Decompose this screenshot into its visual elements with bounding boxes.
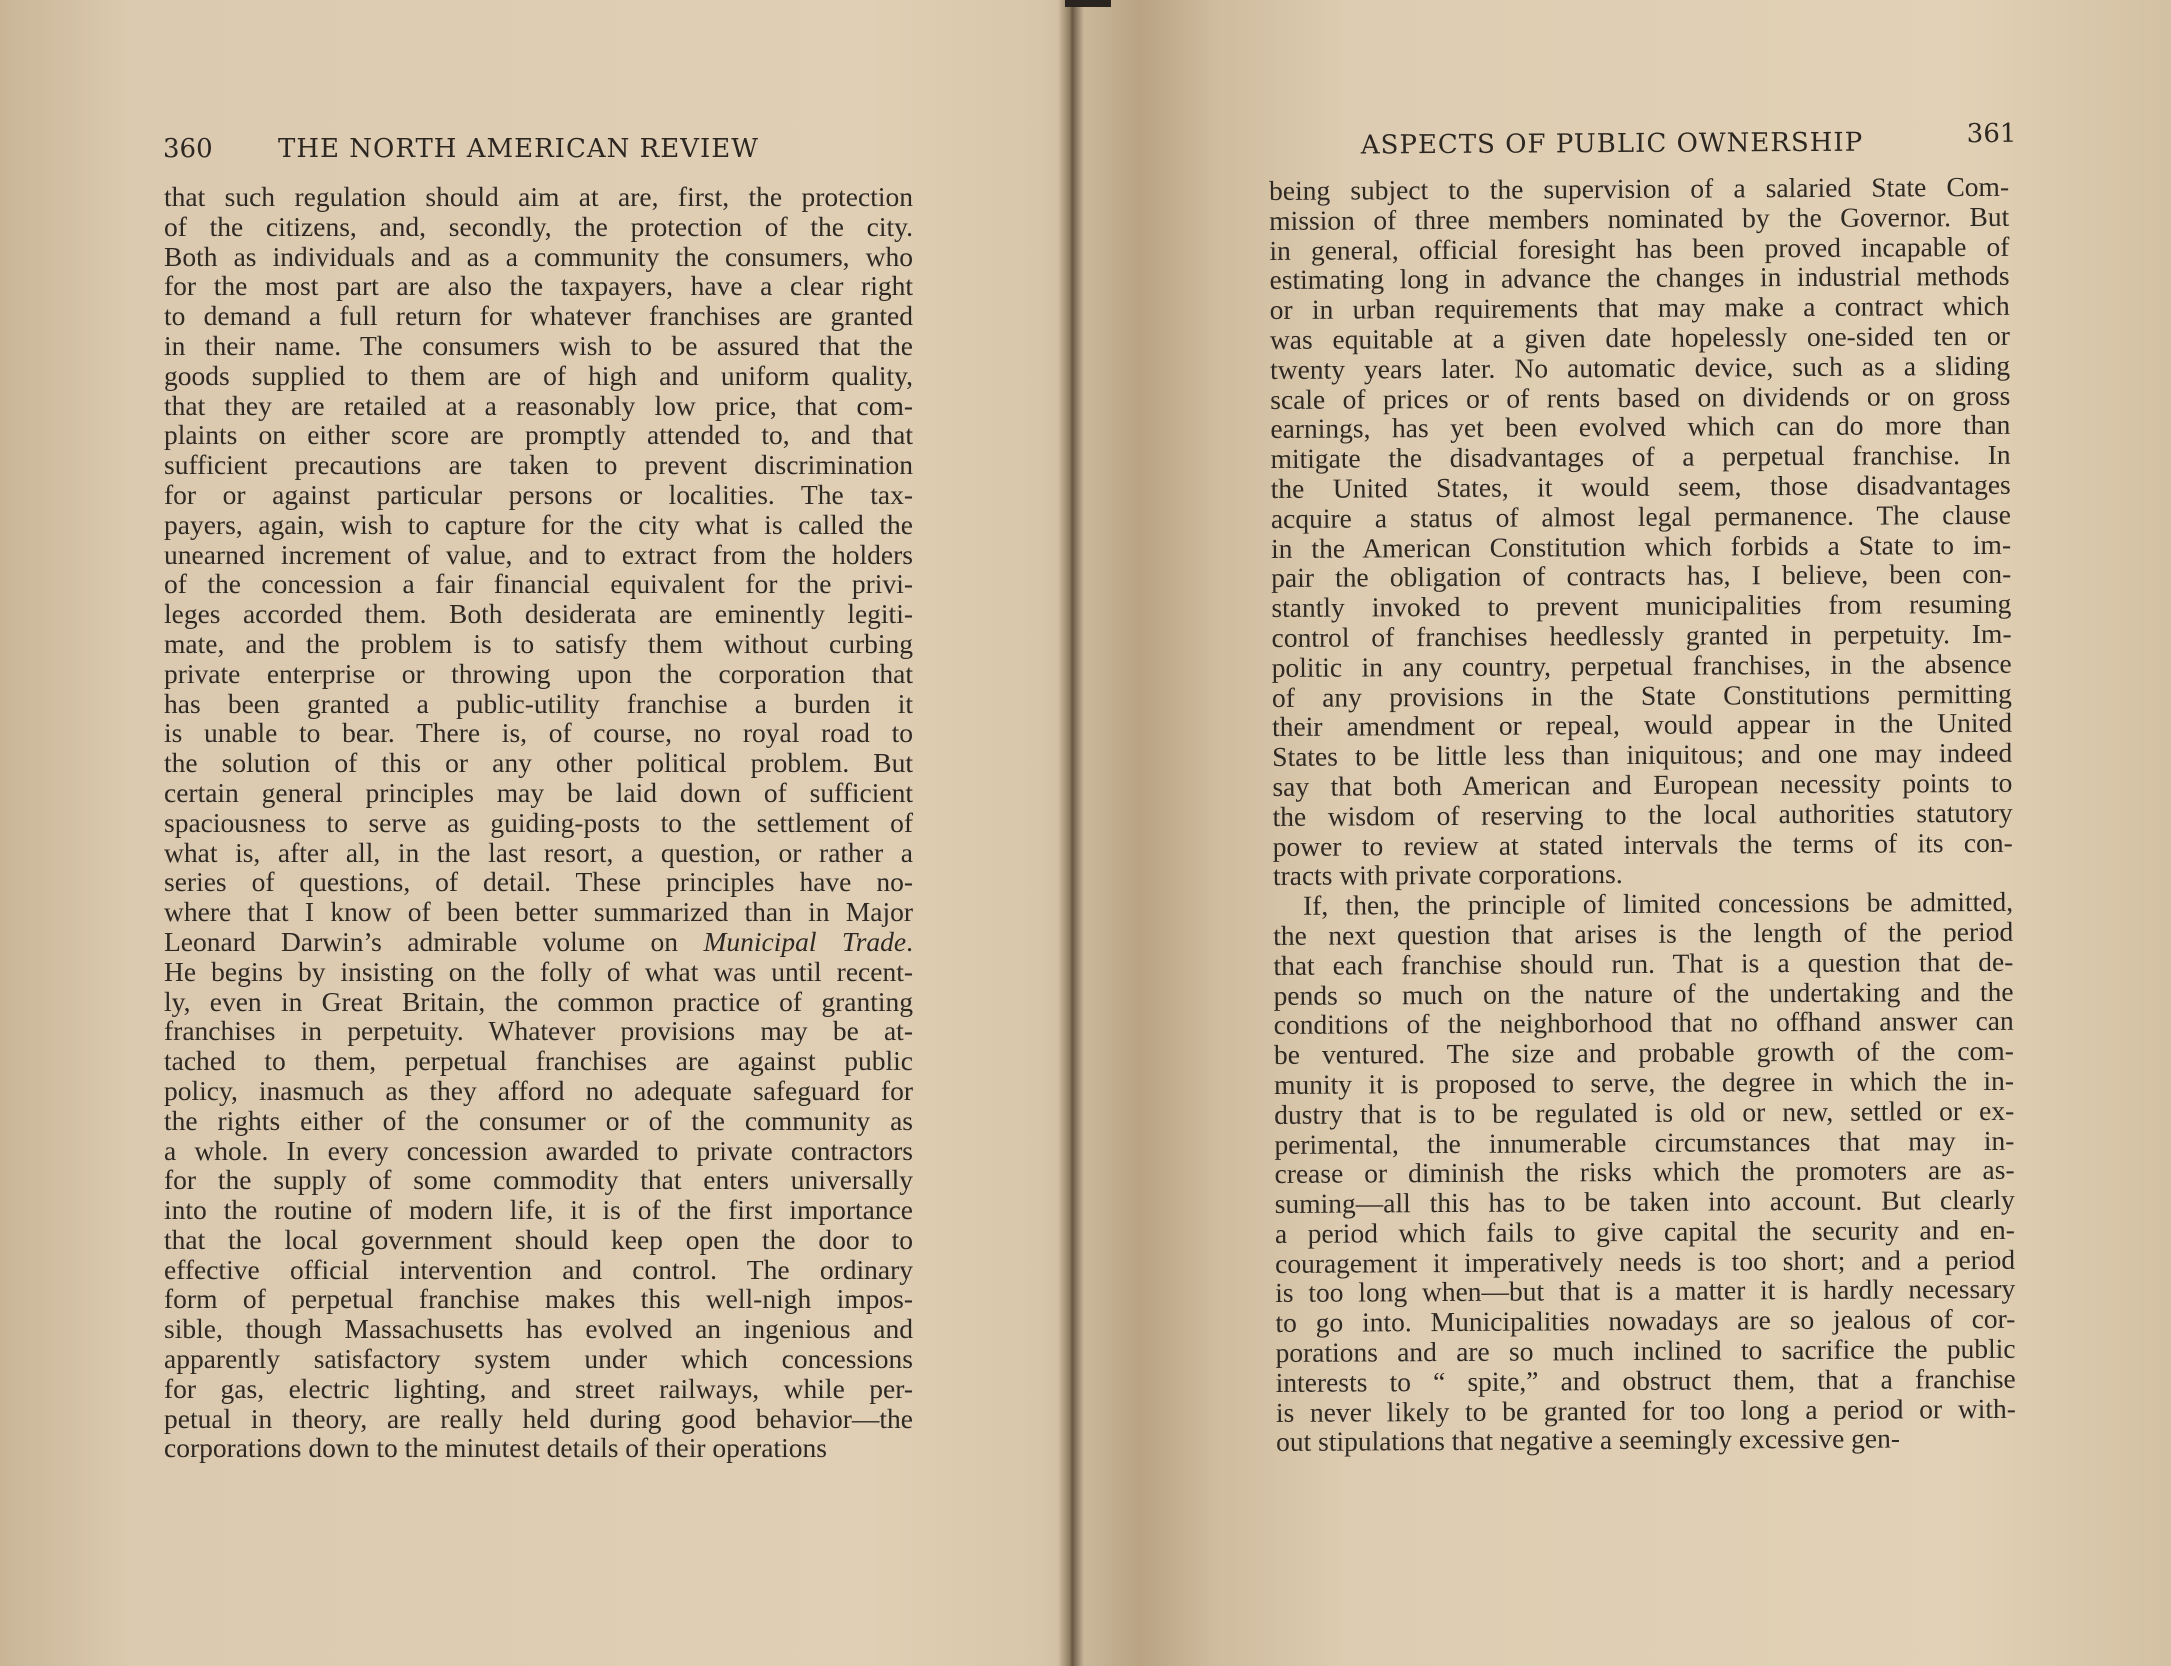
left-page-number: 360 [163, 134, 213, 164]
text-line: dustry that is to be regulated is old or new, settled or ex- [1274, 1094, 2015, 1130]
text-line: spaciousness to serve as guiding-posts to the settlement of [164, 806, 913, 838]
text-line: ly, even in Great Britain, the common practice of granting [164, 985, 913, 1017]
text-line: of the concession a fair financial equivalent for the privi- [164, 568, 913, 600]
text-line: mate, and the problem is to satisfy them without curbing [164, 627, 913, 659]
text-line: of any provisions in the State Constitutions permitting [1271, 677, 2012, 713]
text-line: where that I know of been better summarized than in Major [164, 896, 913, 928]
text-line: for or against particular persons or localities. The tax- [164, 478, 913, 510]
text-line: is unable to bear. There is, of course, no royal road to [164, 717, 913, 749]
text-line: a period which fails to give capital the security and en- [1274, 1213, 2015, 1249]
text-line: that they are retailed at a reasonably low price, that com- [164, 389, 913, 421]
text-line: interests to “ spite,” and obstruct them, that a franchise [1275, 1362, 2016, 1398]
text-line: of the citizens, and, secondly, the protection of the city. [164, 210, 913, 242]
text-line: couragement it imperatively needs is too short; and a period [1274, 1243, 2016, 1279]
text-line: into the routine of modern life, it is of the first importance [164, 1194, 913, 1226]
text-line: If, then, the principle of limited concessions be admitted, [1302, 885, 2014, 921]
text-line: goods supplied to them are of high and uniform quality, [164, 359, 913, 391]
text-line: or in urban requirements that may make a contract which [1269, 290, 2010, 326]
text-line: was equitable at a given date hopelessly one-sided ten or [1269, 319, 2010, 355]
text-line: plaints on either score are promptly attended to, and that [164, 419, 913, 451]
text-line: suming—all this has to be taken into account. But clearly [1274, 1183, 2015, 1220]
text-line: twenty years later. No automatic device, such as a sliding [1269, 349, 2011, 385]
text-line: control of franchises heedlessly granted in perpetuity. Im- [1271, 617, 2012, 653]
text-line: being subject to the supervision of a salaried State Com- [1268, 170, 2010, 206]
text-line: conditions of the neighborhood that no offhand answer can [1273, 1005, 2014, 1041]
text-line: in their name. The consumers wish to be assured that the [164, 329, 913, 361]
text-line: unearned increment of value, and to extract from the holders [164, 538, 913, 570]
text-line: estimating long in advance the changes in industrial methods [1269, 260, 2010, 296]
text-line: policy, inasmuch as they afford no adequate safeguard for [164, 1074, 913, 1106]
text-line: States to be little less than iniquitous; and one may indeed [1272, 736, 2013, 773]
text-line: is never likely to be granted for too long a period or with- [1275, 1392, 2016, 1428]
text-line: out stipulations that negative a seemingly excessive gen- [1275, 1422, 1901, 1458]
text-line: that such regulation should aim at are, first, the protection [164, 181, 913, 212]
text-line: the next question that arises is the length of the period [1273, 915, 2014, 951]
text-line: mitigate the disadvantages of a perpetual franchise. In [1270, 439, 2011, 475]
text-line: mission of three members nominated by the Governor. But [1269, 200, 2010, 236]
text-line: to demand a full return for whatever franchises are granted [164, 300, 913, 332]
text-line: Both as individuals and as a community the consumers, who [164, 240, 913, 272]
text-line: to go into. Municipalities nowadays are so jealous of cor- [1275, 1303, 2016, 1339]
text-line: be ventured. The size and probable growth of the com- [1273, 1034, 2014, 1071]
text-line: He begins by insisting on the folly of what was until recent- [164, 955, 913, 987]
text-line: private enterprise or throwing upon the corporation that [164, 657, 913, 689]
text-line: that the local government should keep open the door to [164, 1223, 913, 1255]
text-line: apparently satisfactory system under which concessions [164, 1343, 913, 1375]
text-line: the rights either of the consumer or of the community as [164, 1104, 913, 1136]
text-line: porations and are so much inclined to sacrifice the public [1275, 1332, 2016, 1369]
right-page-number: 361 [1966, 118, 2017, 150]
book-gutter [1058, 0, 1084, 1666]
text-line: pair the obligation of contracts has, I believe, been con- [1271, 558, 2012, 594]
text-line: that each franchise should run. That is a question that de- [1273, 945, 2014, 981]
right-page-text [1269, 172, 2016, 1457]
text-line: sufficient precautions are taken to prevent discrimination [164, 449, 913, 481]
text-line: acquire a status of almost legal permanence. The clause [1270, 498, 2011, 534]
text-line: for the supply of some commodity that enters universally [164, 1164, 913, 1196]
text-line: for the most part are also the taxpayers, have a clear right [164, 270, 913, 302]
book-title-italic: Municipal Trade [703, 925, 907, 957]
right-page-content [1084, 0, 2171, 1666]
text-line: corporations down to the minutest details of their operations [164, 1432, 827, 1464]
text-line: pends so much on the nature of the undertaking and the [1273, 975, 2014, 1011]
text-line: the solution of this or any other political problem. But [164, 747, 913, 779]
text-line: say that both American and European necessity points to [1272, 766, 2013, 802]
text-line: the wisdom of reserving to the local authorities statutory [1272, 796, 2013, 832]
text-line: form of perpetual franchise makes this well-nigh impos- [164, 1283, 913, 1315]
text-line: effective official intervention and control. The ordinary [164, 1253, 913, 1285]
text-line: crease or diminish the risks which the promoters are as- [1274, 1154, 2015, 1190]
text-line: power to review at stated intervals the terms of its con- [1272, 826, 2013, 862]
right-running-head: ASPECTS OF PUBLIC OWNERSHIP [1360, 127, 1864, 161]
text-line: petual in theory, are really held during good behavior—the [164, 1402, 913, 1434]
text-line: tached to them, perpetual franchises are against public [164, 1045, 913, 1077]
left-running-head: THE NORTH AMERICAN REVIEW [278, 134, 759, 164]
text-line: franchises in perpetuity. Whatever provisions may be at- [164, 1015, 913, 1047]
text-line: in general, official foresight has been proved incapable of [1269, 230, 2010, 266]
text-line: is too long when—but that is a matter it is hardly necessary [1275, 1273, 2016, 1309]
text-line: certain general principles may be laid down of sufficient [164, 776, 913, 808]
text-line: series of questions, of detail. These principles have no- [164, 866, 913, 898]
text-line: a whole. In every concession awarded to private contractors [164, 1134, 913, 1166]
left-page [0, 0, 1060, 1666]
text-line: politic in any country, perpetual franchises, in the absence [1271, 647, 2012, 683]
text-line: earnings, has yet been evolved which can do more than [1270, 409, 2011, 445]
text-line: their amendment or repeal, would appear in the United [1271, 707, 2013, 743]
text-line: the United States, it would seem, those disadvantages [1270, 468, 2011, 504]
text-line: Leonard Darwin’s admirable volume on Municipal Trade. [164, 925, 913, 957]
text-line: scale of prices or of rents based on dividends or on gross [1270, 379, 2011, 415]
text-line: in the American Constitution which forbids a State to im- [1270, 528, 2012, 564]
text-line: leges accorded them. Both desiderata are eminently legiti- [164, 598, 913, 630]
left-page-text [164, 182, 913, 1463]
text-line: sible, though Massachusetts has evolved an ingenious and [164, 1313, 913, 1345]
text-line: has been granted a public-utility franchise a burden it [164, 687, 913, 719]
text-line: for gas, electric lighting, and street railways, while per- [164, 1372, 913, 1404]
text-line: tracts with private corporations. [1272, 858, 1623, 892]
text-line: what is, after all, in the last resort, a question, or rather a [164, 836, 913, 868]
right-page [1084, 0, 2171, 1666]
text-line: munity it is proposed to serve, the degree in which the in- [1273, 1064, 2015, 1100]
text-line: stantly invoked to prevent municipalities from resuming [1271, 587, 2012, 624]
text-line: perimental, the innumerable circumstances that may in- [1274, 1124, 2015, 1160]
text-line: payers, again, wish to capture for the city what is called the [164, 508, 913, 540]
